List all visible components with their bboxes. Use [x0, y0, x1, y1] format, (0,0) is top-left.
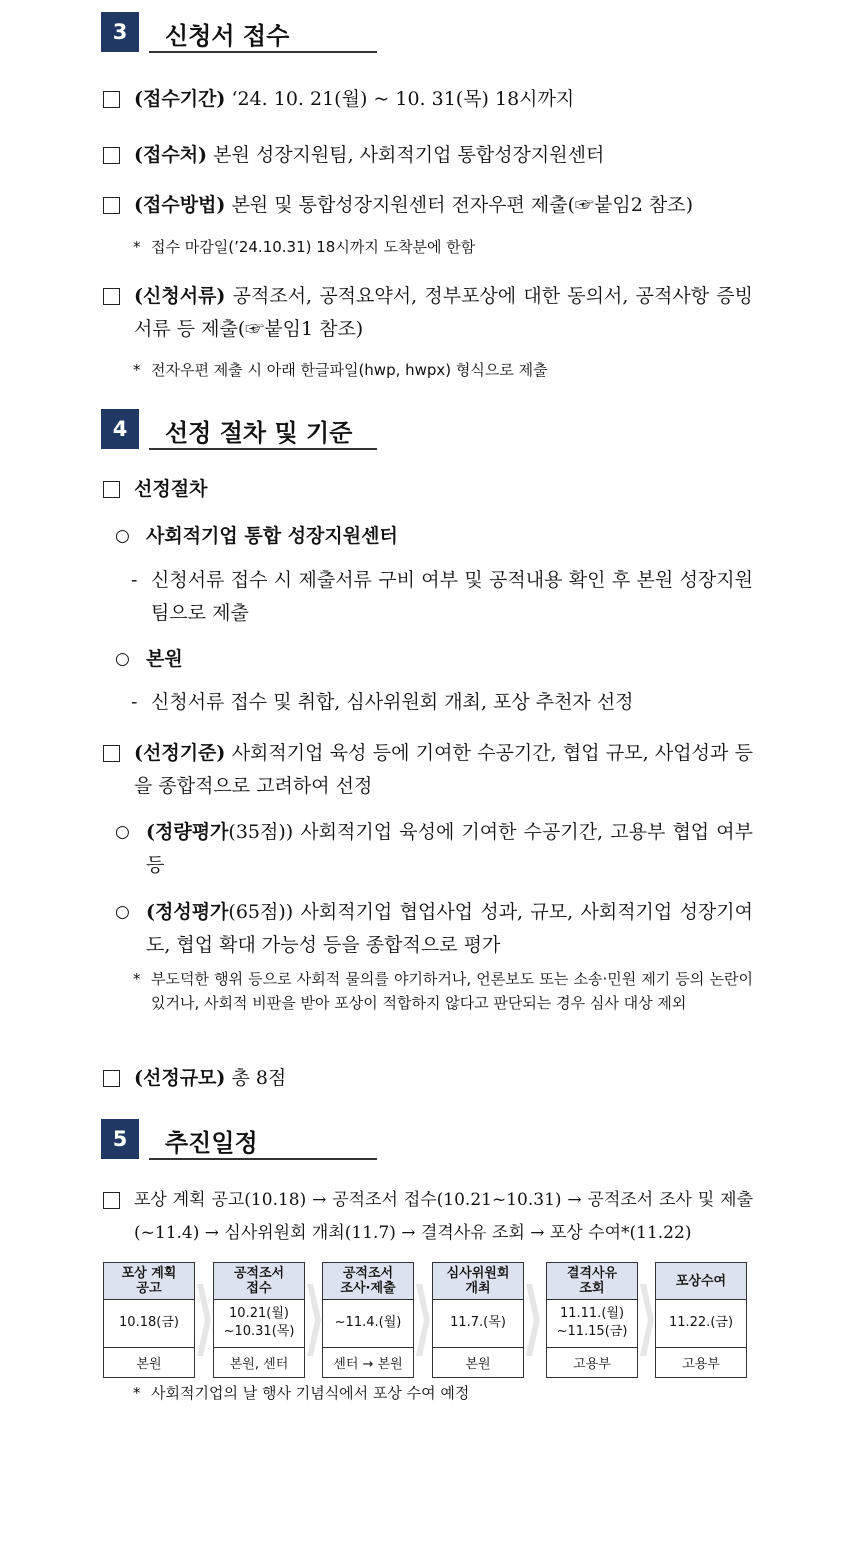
item-period — [103, 83, 753, 116]
detail-text: 신청서류 접수 및 취합, 심사위원회 개최, 포상 추천자 선정 — [151, 691, 634, 713]
chevron-right-icon — [307, 1284, 321, 1356]
subitem-qual — [115, 896, 753, 962]
note-text: 전자우편 제출 시 아래 한글파일(hwp, hwpx) 형식으로 제출 — [151, 361, 548, 379]
item-lead: (접수방법) — [134, 194, 226, 216]
section-title: 추진일정 — [165, 1129, 258, 1157]
note-star: * — [133, 1384, 141, 1402]
dash-bullet: - — [131, 569, 138, 591]
stage-head: 심사위원회 개최 — [432, 1262, 524, 1300]
item-procedure — [103, 473, 753, 506]
stage-head: 포상 계획 공고 — [103, 1262, 195, 1300]
item-docs — [103, 280, 753, 346]
section-header-5 — [101, 1119, 381, 1159]
section-header-4 — [101, 409, 381, 449]
stage-head: 결격사유 조회 — [546, 1262, 638, 1300]
chevron-right-icon — [640, 1284, 654, 1356]
chevron-right-icon — [526, 1284, 540, 1356]
detail-center — [131, 564, 753, 630]
item-body: 사회적기업 육성 등에 기여한 수공기간, 협업 규모, 사업성과 등을 종합적으로 고려하여 선정 — [134, 742, 753, 797]
subitem-lead: (정량평가 — [146, 821, 229, 843]
checkbox-square — [103, 481, 120, 498]
schedule-stage — [546, 1262, 638, 1378]
section-underline — [149, 51, 377, 53]
subitem-title: 사회적기업 통합 성장지원센터 — [146, 525, 398, 547]
checkbox-square — [103, 1192, 120, 1209]
stage-org: 본원, 센터 — [213, 1347, 305, 1378]
stage-head: 공적조서 조사·제출 — [322, 1262, 414, 1300]
item-body: 총 8점 — [225, 1067, 287, 1089]
item-place — [103, 139, 753, 172]
checkbox-square — [103, 745, 120, 762]
section-title: 선정 절차 및 기준 — [165, 419, 353, 447]
stage-date: 10.18(금) — [103, 1299, 195, 1348]
schedule-stage — [103, 1262, 195, 1378]
stage-org: 고용부 — [655, 1347, 747, 1378]
note-star: * — [133, 238, 141, 256]
subitem-quant — [115, 816, 753, 882]
stage-date: 11.11.(월) ~11.15(금) — [546, 1299, 638, 1348]
subitem-hq — [115, 643, 753, 676]
section-number: 3 — [101, 12, 139, 52]
checkbox-square — [103, 1070, 120, 1087]
dash-bullet: - — [131, 691, 138, 713]
section-title: 신청서 접수 — [165, 22, 290, 50]
item-lead: 선정절차 — [134, 478, 208, 500]
schedule-flow-diagram — [103, 1262, 749, 1380]
checkbox-square — [103, 288, 120, 305]
item-body: 공적조서, 공적요약서, 정부포상에 대한 동의서, 공적사항 증빙서류 등 제출(☞붙임1 참조) — [134, 285, 753, 340]
stage-org: 본원 — [432, 1347, 524, 1378]
note-star: * — [133, 361, 141, 379]
subitem-body: 사회적기업 육성에 기여한 수공기간, 고용부 협업 여부 등 — [146, 821, 753, 876]
detail-text: 신청서류 접수 시 제출서류 구비 여부 및 공적내용 확인 후 본원 성장지원팀으로 제출 — [151, 569, 753, 624]
item-body: 본원 및 통합성장지원센터 전자우편 제출(☞붙임2 참조) — [225, 194, 693, 216]
note-docs — [133, 358, 753, 382]
circle-bullet: ○ — [115, 822, 130, 842]
item-lead: (접수처) — [134, 144, 208, 166]
subitem-score: (35점)) — [228, 821, 294, 843]
subitem-title: 본원 — [146, 648, 183, 670]
schedule-stage — [432, 1262, 524, 1378]
item-scale — [103, 1062, 753, 1095]
subitem-lead: (정성평가 — [146, 901, 229, 923]
checkbox-square — [103, 197, 120, 214]
note-star: * — [133, 970, 141, 988]
schedule-stage — [322, 1262, 414, 1378]
stage-date: ~11.4.(월) — [322, 1299, 414, 1348]
item-body: 본원 성장지원팀, 사회적기업 통합성장지원센터 — [207, 144, 605, 166]
item-schedule — [103, 1184, 753, 1250]
item-lead: (선정기준) — [134, 742, 226, 764]
note-text: 접수 마감일(’24.10.31) 18시까지 도착분에 한함 — [151, 238, 476, 256]
item-method — [103, 189, 753, 222]
section-number: 4 — [101, 409, 139, 449]
stage-org: 센터 → 본원 — [322, 1347, 414, 1378]
schedule-flow-text: 포상 계획 공고(10.18) → 공적조서 접수(10.21~10.31) → 공적조서 조사 및 제출(~11.4) → 심사위원회 개최(11.7) → 결격사유 조회 → 포상 수여*(11.22) — [134, 1190, 753, 1243]
detail-hq — [131, 686, 753, 719]
stage-date: 11.7.(목) — [432, 1299, 524, 1348]
section-underline — [149, 448, 377, 450]
subitem-score: (65점)) — [228, 901, 294, 923]
stage-head: 포상수여 — [655, 1262, 747, 1300]
note-text: 부도덕한 행위 등으로 사회적 물의를 야기하거나, 언론보도 또는 소송·민원 제기 등의 논란이 있거나, 사회적 비판을 받아 포상이 적합하지 않다고 판단되는 경우 심사 대상 제외 — [151, 970, 753, 1012]
circle-bullet: ○ — [115, 902, 130, 922]
item-criteria — [103, 737, 753, 803]
stage-date: 10.21(월) ~10.31(목) — [213, 1299, 305, 1348]
stage-org: 고용부 — [546, 1347, 638, 1378]
chevron-right-icon — [197, 1284, 211, 1356]
circle-bullet: ○ — [115, 526, 130, 546]
section-header-3 — [101, 12, 381, 52]
subitem-body: 사회적기업 협업사업 성과, 규모, 사회적기업 성장기여도, 협업 확대 가능성 등을 종합적으로 평가 — [146, 901, 753, 956]
note-text: 사회적기업의 날 행사 기념식에서 포상 수여 예정 — [151, 1384, 470, 1402]
circle-bullet: ○ — [115, 649, 130, 669]
checkbox-square — [103, 147, 120, 164]
item-lead: (신청서류) — [134, 285, 226, 307]
stage-head: 공적조서 접수 — [213, 1262, 305, 1300]
item-body: ‘24. 10. 21(월) ~ 10. 31(목) 18시까지 — [225, 88, 575, 110]
note-schedule — [133, 1381, 753, 1405]
chevron-right-icon — [416, 1284, 430, 1356]
stage-org: 본원 — [103, 1347, 195, 1378]
note-method — [133, 235, 753, 259]
schedule-stage — [655, 1262, 747, 1378]
item-lead: (선정규모) — [134, 1067, 226, 1089]
section-underline — [149, 1158, 377, 1160]
checkbox-square — [103, 91, 120, 108]
section-number: 5 — [101, 1119, 139, 1159]
note-qual — [133, 967, 753, 1015]
subitem-center — [115, 520, 753, 553]
stage-date: 11.22.(금) — [655, 1299, 747, 1348]
item-lead: (접수기간) — [134, 88, 226, 110]
schedule-stage — [213, 1262, 305, 1378]
